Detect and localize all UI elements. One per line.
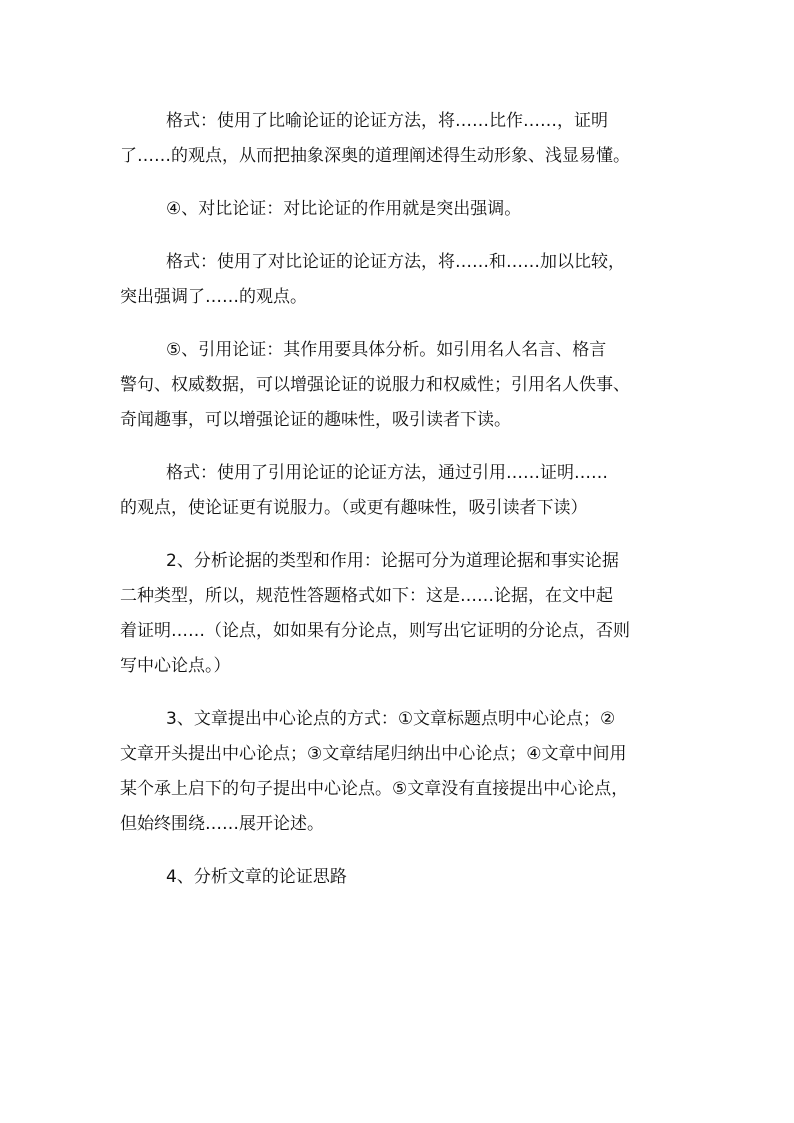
paragraph-line: 格式：使用了比喻论证的论证方法，将……比作……，证明 xyxy=(166,111,608,131)
paragraph-line: 某个承上启下的句子提出中心论点。⑤文章没有直接提出中心论点， xyxy=(120,779,629,799)
paragraph-line: 格式：使用了引用论证的论证方法，通过引用……证明…… xyxy=(166,463,608,483)
paragraph-line: ⑤、引用论证：其作用要具体分析。如引用名人名言、格言 xyxy=(166,340,607,360)
paragraph-contrast-format xyxy=(120,245,680,315)
document-body xyxy=(120,104,680,895)
paragraph-central-argument xyxy=(120,702,680,842)
paragraph-evidence-analysis xyxy=(120,544,680,684)
paragraph-line: 了……的观点，从而把抽象深奥的道理阐述得生动形象、浅显易懂。 xyxy=(120,146,630,166)
paragraph-line: 二种类型，所以，规范性答题格式如下：这是……论据，在文中起 xyxy=(120,586,613,606)
paragraph-line: 4、分析文章的论证思路 xyxy=(166,867,347,887)
paragraph-line: 的观点，使论证更有说服力。（或更有趣味性，吸引读者下读） xyxy=(120,498,588,518)
paragraph-line: 写中心论点。） xyxy=(120,656,231,676)
paragraph-line: 突出强调了……的观点。 xyxy=(120,287,307,307)
paragraph-line: 奇闻趣事，可以增强论证的趣味性，吸引读者下读。 xyxy=(120,410,511,430)
paragraph-line: 2、分析论据的类型和作用：论据可分为道理论据和事实论据 xyxy=(166,551,619,571)
paragraph-metaphor-format xyxy=(120,104,680,174)
paragraph-contrast-heading xyxy=(120,192,680,227)
paragraph-line: ④、对比论证：对比论证的作用就是突出强调。 xyxy=(166,199,522,219)
paragraph-line: 文章开头提出中心论点；③文章结尾归纳出中心论点；④文章中间用 xyxy=(120,744,627,764)
paragraph-reasoning-heading xyxy=(120,860,680,895)
paragraph-line: 着证明……（论点，如如果有分论点，则写出它证明的分论点，否则 xyxy=(120,621,630,641)
paragraph-line: 但始终围绕……展开论述。 xyxy=(120,814,324,834)
paragraph-line: 格式：使用了对比论证的论证方法，将……和……加以比较， xyxy=(166,252,625,272)
paragraph-line: 警句、权威数据，可以增强论证的说服力和权威性；引用名人佚事、 xyxy=(120,375,630,395)
paragraph-citation-format xyxy=(120,456,680,526)
paragraph-line: 3、文章提出中心论点的方式：①文章标题点明中心论点；② xyxy=(166,709,616,729)
paragraph-citation-heading xyxy=(120,333,680,438)
